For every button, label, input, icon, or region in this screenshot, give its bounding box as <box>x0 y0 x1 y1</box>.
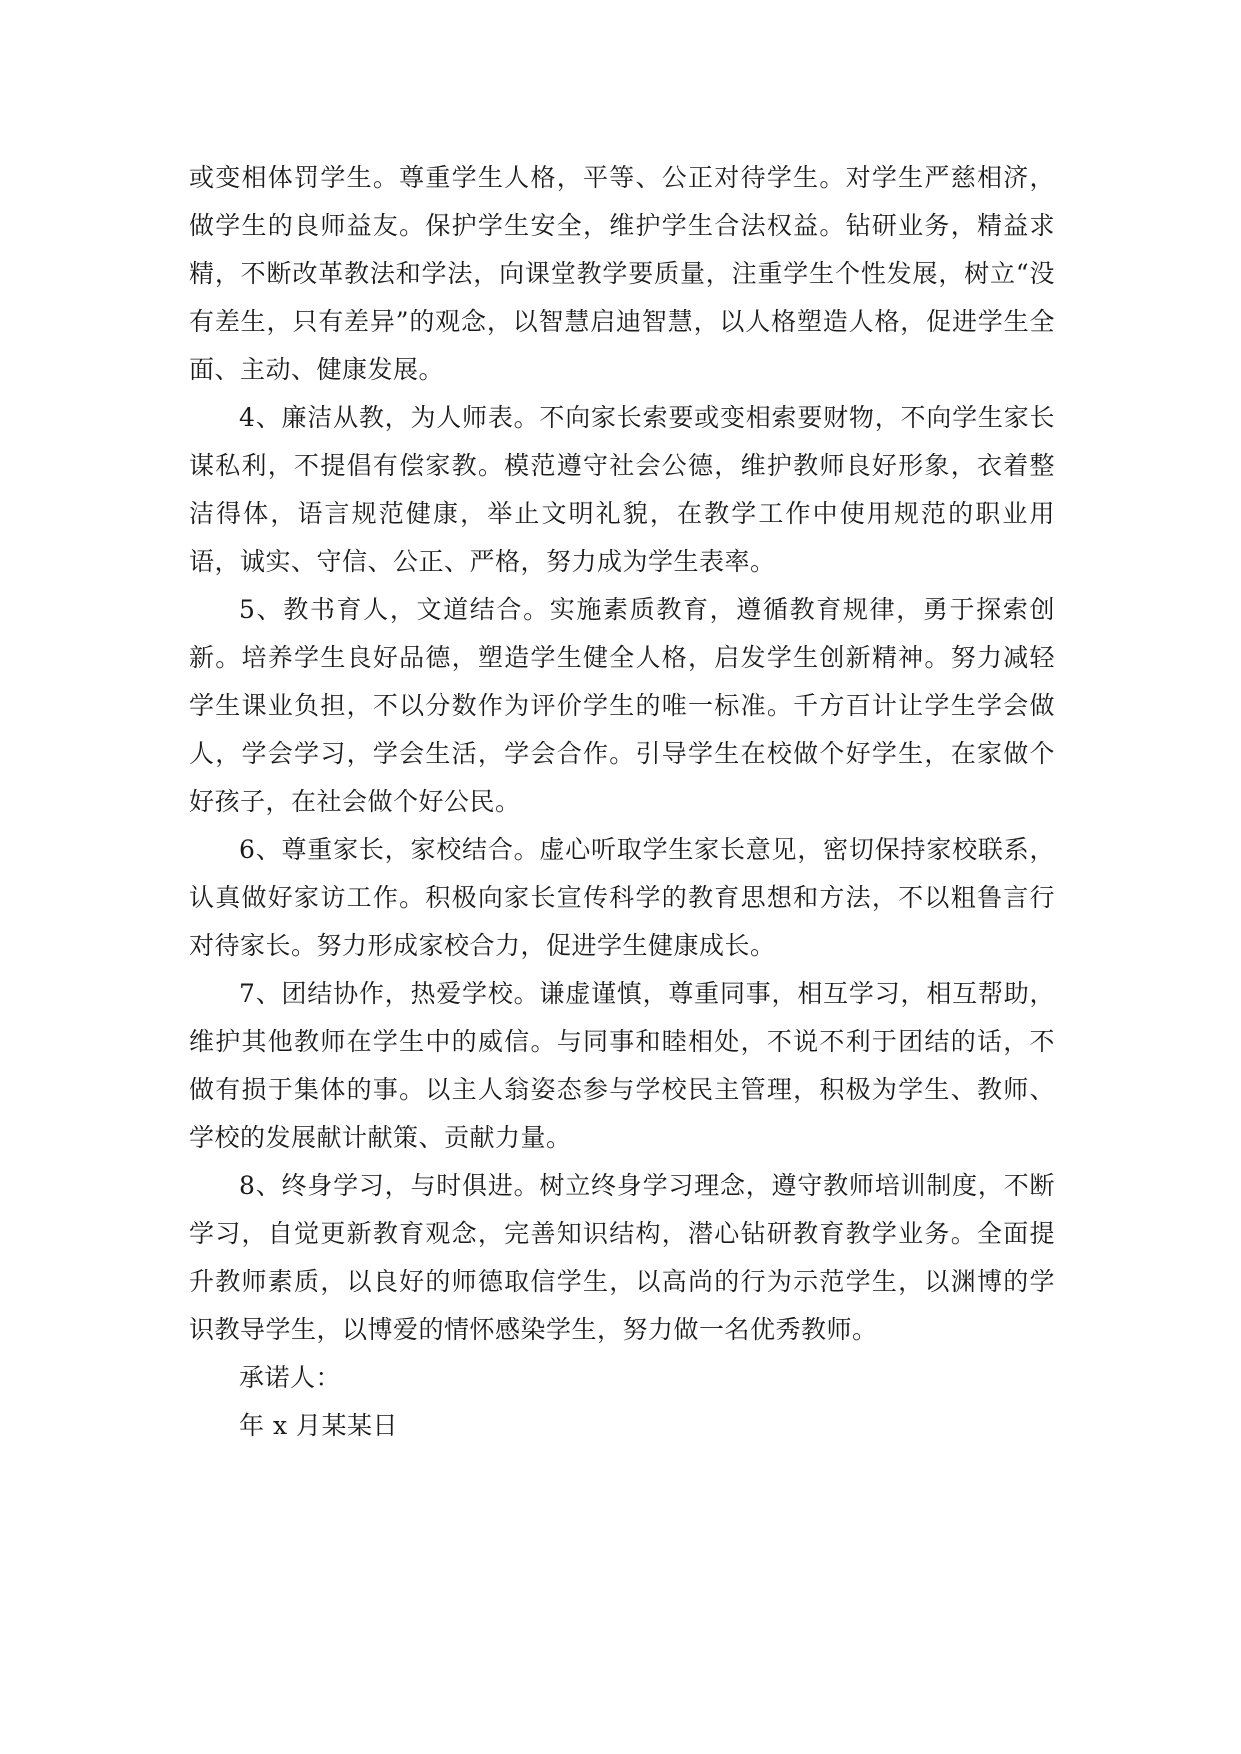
paragraph-item-6: 6、尊重家长，家校结合。虚心听取学生家长意见，密切保持家校联系，认真做好家访工作。积极向家长宣传科学的教育思想和方法，不以粗鲁言行对待家长。努力形成家校合力，促进学生健康成长。 <box>189 835 1055 960</box>
date-line: 年 x 月某某日 <box>239 1411 398 1440</box>
paragraph-item-7: 7、团结协作，热爱学校。谦虚谨慎，尊重同事，相互学习，相互帮助，维护其他教师在学生中的威信。与同事和睦相处，不说不利于团结的话，不做有损于集体的事。以主人翁姿态参与学校民主管理，积极为学生、教师、学校的发展献计献策、贡献力量。 <box>189 979 1055 1152</box>
document-body <box>189 154 1055 1450</box>
paragraph-item-5: 5、教书育人，文道结合。实施素质教育，遵循教育规律，勇于探索创新。培养学生良好品德，塑造学生健全人格，启发学生创新精神。努力减轻学生课业负担，不以分数作为评价学生的唯一标准。千方百计让学生学会做人，学会学习，学会生活，学会合作。引导学生在校做个好学生，在家做个好孩子，在社会做个好公民。 <box>189 595 1055 816</box>
paragraph-item-4: 4、廉洁从教，为人师表。不向家长索要或变相索要财物，不向学生家长谋私利，不提倡有偿家教。模范遵守社会公德，维护教师良好形象，衣着整洁得体，语言规范健康，举止文明礼貌，在教学工作中使用规范的职业用语，诚实、守信、公正、严格，努力成为学生表率。 <box>189 403 1055 576</box>
paragraph-item-8: 8、终身学习，与时俱进。树立终身学习理念，遵守教师培训制度，不断学习，自觉更新教育观念，完善知识结构，潜心钻研教育教学业务。全面提升教师素质，以良好的师德取信学生，以高尚的行为示范学生，以渊博的学识教导学生，以博爱的情怀感染学生，努力做一名优秀教师。 <box>189 1171 1055 1344</box>
paragraph-continuation: 或变相体罚学生。尊重学生人格，平等、公正对待学生。对学生严慈相济，做学生的良师益友。保护学生安全，维护学生合法权益。钻研业务，精益求精，不断改革教法和学法，向课堂教学要质量，注重学生个性发展，树立“没有差生，只有差异”的观念，以智慧启迪智慧，以人格塑造人格，促进学生全面、主动、健康发展。 <box>189 163 1055 384</box>
promisor-label: 承诺人： <box>239 1363 342 1392</box>
